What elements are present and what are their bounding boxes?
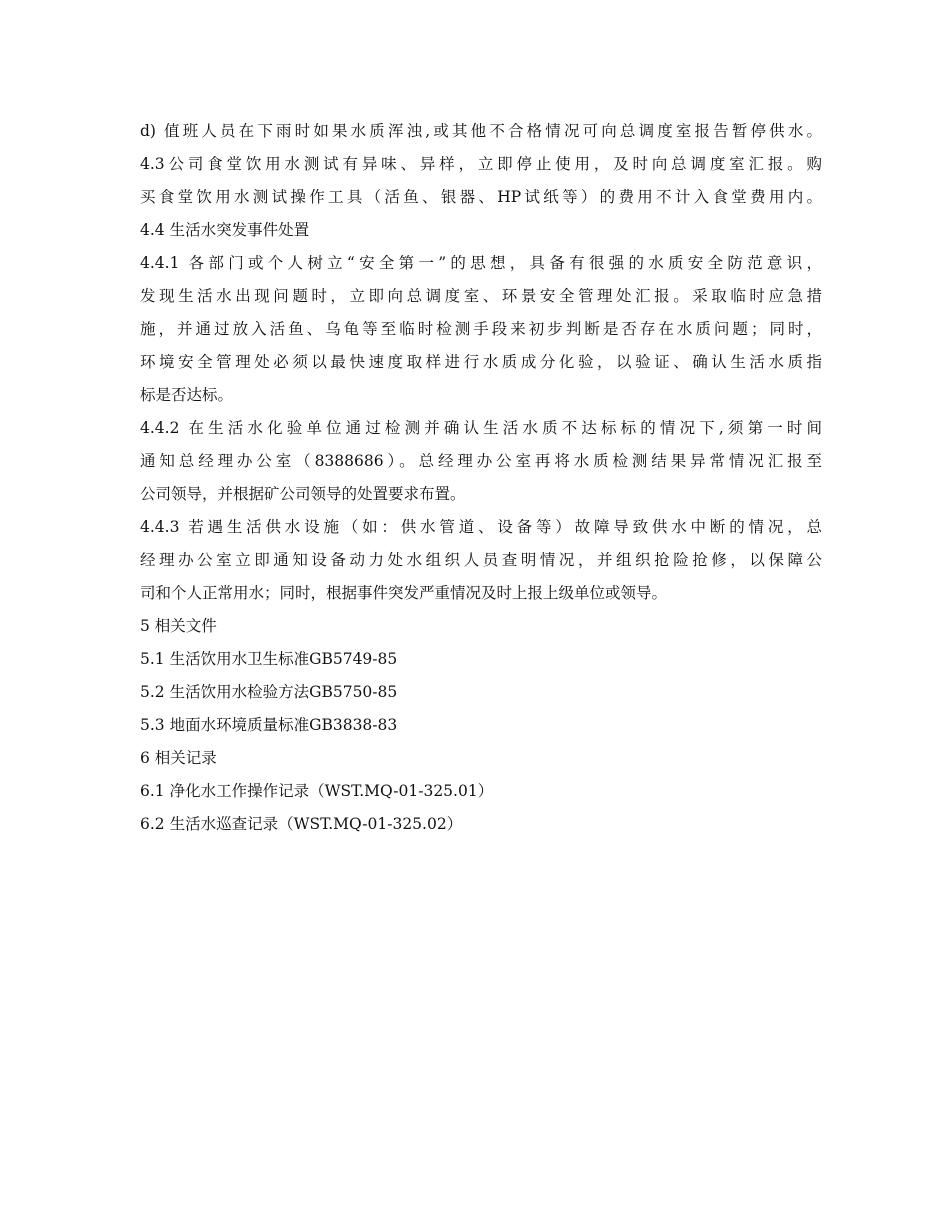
section-4-3-line-1: 4.3公司食堂饮用水测试有异味、异样，立即停止使用，及时向总调度室汇报。购 — [140, 155, 822, 173]
section-4-4-1-line-4: 环境安全管理处必须以最快速度取样进行水质成分化验，以验证、确认生活水质指 — [140, 353, 822, 371]
section-4-4-1-line-2: 发现生活水出现问题时，立即向总调度室、环景安全管理处汇报。采取临时应急措 — [140, 287, 822, 305]
section-5-1: 5.1 生活饮用水卫生标准GB5749-85 — [140, 650, 398, 668]
section-4-4-2-line-3: 公司领导，并根据矿公司领导的处置要求布置。 — [140, 485, 466, 503]
section-4-4-2-line-2: 通知总经理办公室（8388686）。总经理办公室再将水质检测结果异常情况汇报至 — [140, 452, 822, 470]
section-4-4-1-line-5: 标是否达标。 — [140, 386, 234, 404]
section-4-4-3-line-3: 司和个人正常用水；同时，根据事件突发严重情况及时上报上级单位或领导。 — [140, 584, 668, 602]
section-6-2: 6.2 生活水巡查记录（WST.MQ-01-325.02） — [140, 815, 463, 833]
section-5-3: 5.3 地面水环境质量标准GB3838-83 — [140, 716, 398, 734]
section-4-4-3-line-2: 经理办公室立即通知设备动力处水组织人员查明情况，并组织抢险抢修，以保障公 — [140, 551, 822, 569]
section-4-4-3-line-1: 4.4.3 若遇生活供水设施（如：供水管道、设备等）故障导致供水中断的情况，总 — [140, 518, 822, 536]
section-4-4-1-line-1: 4.4.1 各部门或个人树立“安全第一”的思想，具备有很强的水质安全防范意识， — [140, 254, 822, 272]
section-5-heading: 5 相关文件 — [140, 617, 217, 635]
document-body — [140, 115, 822, 841]
section-4-3-line-2: 买食堂饮用水测试操作工具（活鱼、银器、HP试纸等）的费用不计入食堂费用内。 — [140, 188, 822, 206]
section-5-2: 5.2 生活饮用水检验方法GB5750-85 — [140, 683, 398, 701]
text-line-4-2d: d) 值班人员在下雨时如果水质浑浊,或其他不合格情况可向总调度室报告暂停供水。 — [140, 122, 822, 140]
section-4-4-heading: 4.4 生活水突发事件处置 — [140, 221, 310, 239]
section-6-1: 6.1 净化水工作操作记录（WST.MQ-01-325.01） — [140, 782, 494, 800]
section-4-4-1-line-3: 施，并通过放入活鱼、乌龟等至临时检测手段来初步判断是否存在水质问题；同时， — [140, 320, 822, 338]
section-4-4-2-line-1: 4.4.2 在生活水化验单位通过检测并确认生活水质不达标标的情况下,须第一时间 — [140, 419, 822, 437]
section-6-heading: 6 相关记录 — [140, 749, 217, 767]
